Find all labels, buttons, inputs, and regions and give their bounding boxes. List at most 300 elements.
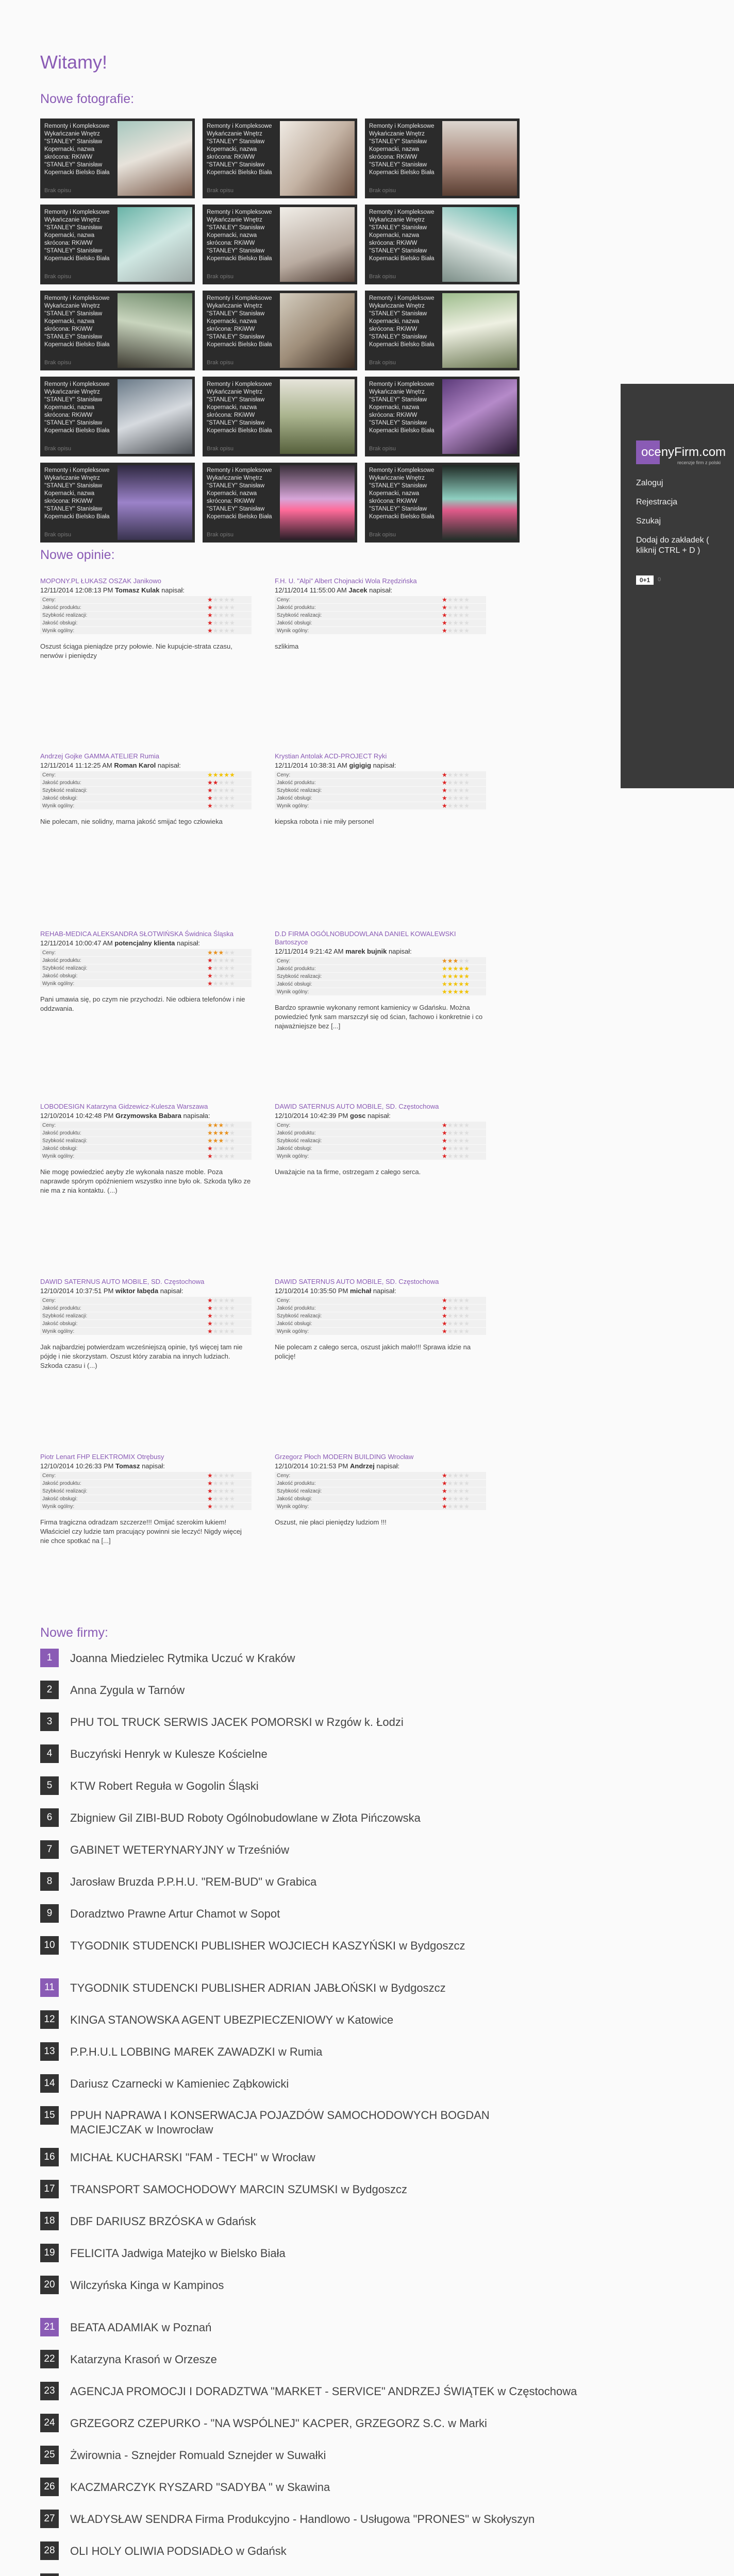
review-company-link[interactable]: DAWID SATERNUS AUTO MOBILE, SD. Częstochowa [40, 1278, 205, 1285]
rating-label: Jakość produktu: [40, 1480, 205, 1487]
photo-image[interactable] [118, 293, 192, 368]
rating-row [40, 1145, 252, 1153]
firm-list-item[interactable] [40, 1840, 525, 1859]
photo-tile[interactable] [203, 205, 357, 284]
firm-name-link[interactable]: Katarzyna Krasoń w Orzesze [70, 2353, 217, 2366]
photo-image[interactable] [280, 465, 355, 540]
firm-list-item[interactable] [40, 2541, 525, 2560]
firm-name-link[interactable]: DBF DARIUSZ BRZÓSKA w Gdańsk [70, 2215, 256, 2228]
rating-row [275, 980, 486, 988]
rating-stars [440, 1480, 486, 1487]
star-icon: ★ [458, 980, 464, 988]
rating-label: Jakość obsługi: [40, 1495, 205, 1503]
rating-label: Jakość produktu: [40, 1129, 205, 1137]
firm-name-link[interactable]: PHU TOL TRUCK SERWIS JACEK POMORSKI w Rzgów k. Łodzi [70, 1716, 404, 1728]
photo-tile[interactable] [365, 291, 520, 370]
star-icon: ★ [207, 964, 213, 972]
photo-tile[interactable] [203, 118, 357, 198]
review-wrote: napisał: [373, 761, 396, 769]
firm-name-link[interactable]: TYGODNIK STUDENCKI PUBLISHER WOJCIECH KASZYŃSKI w Bydgoszcz [70, 1939, 465, 1952]
firm-name-link[interactable]: FELICITA Jadwiga Matejko w Bielsko Biała [70, 2247, 286, 2260]
star-icon: ★ [458, 1297, 464, 1304]
rating-row [275, 612, 486, 619]
star-icon: ★ [447, 1320, 453, 1327]
star-icon: ★ [442, 973, 447, 980]
review-meta [275, 1462, 486, 1470]
rating-stars [440, 612, 486, 619]
star-icon: ★ [229, 1495, 235, 1502]
star-icon: ★ [458, 794, 464, 802]
star-icon: ★ [458, 604, 464, 611]
star-icon: ★ [224, 1472, 230, 1479]
review-wrote: napisał: [160, 1287, 184, 1295]
star-icon: ★ [218, 1129, 224, 1137]
firm-list-item[interactable] [40, 1776, 525, 1795]
star-icon: ★ [229, 627, 235, 634]
review-date: 12/11/2014 10:00:47 AM [40, 939, 113, 947]
review-company-link[interactable]: REHAB-MEDICA ALEKSANDRA SŁOTWIŃSKA Świdnica Śląska [40, 930, 233, 938]
star-icon: ★ [458, 596, 464, 603]
rating-row [40, 1312, 252, 1320]
firm-list-item[interactable] [40, 2042, 525, 2061]
rating-stars [440, 771, 486, 779]
firm-rank-badge: 25 [40, 2446, 59, 2464]
firm-name-link[interactable]: BEATA ADAMIAK w Poznań [70, 2321, 212, 2334]
rating-label: Jakość obsługi: [275, 980, 440, 988]
firm-name-link[interactable]: WŁADYSŁAW SENDRA Firma Produkcyjno - Handlowo - Usługowa "PRONES" w Skołyszyn [70, 2513, 535, 2526]
star-icon: ★ [453, 1320, 459, 1327]
rating-row [40, 604, 252, 612]
star-icon: ★ [224, 771, 230, 778]
star-icon: ★ [212, 596, 219, 603]
review-wrote: napisał: [373, 1287, 396, 1295]
star-icon: ★ [464, 802, 470, 809]
star-icon: ★ [207, 619, 213, 626]
firm-list-item[interactable] [40, 2010, 525, 2029]
firm-list-item[interactable] [40, 2212, 525, 2230]
rating-stars [440, 1145, 486, 1153]
firm-list-item[interactable] [40, 2573, 525, 2576]
rating-label: Szybkość realizacji: [275, 612, 440, 619]
firm-list-item[interactable] [40, 2318, 525, 2336]
rating-label: Szybkość realizacji: [40, 964, 205, 972]
rating-row [275, 596, 486, 604]
firm-name-link[interactable]: MICHAŁ KUCHARSKI "FAM - TECH" w Wrocław [70, 2151, 315, 2164]
firm-rank-badge: 7 [40, 1840, 59, 1859]
firm-list-item[interactable] [40, 1744, 525, 1763]
register-link[interactable]: Rejestracja [636, 498, 678, 506]
rating-table [275, 1472, 486, 1511]
firm-list-item[interactable] [40, 2382, 577, 2400]
star-icon: ★ [224, 980, 230, 987]
star-icon: ★ [207, 1297, 213, 1304]
star-icon: ★ [453, 1495, 459, 1502]
star-icon: ★ [229, 972, 235, 979]
rating-row [40, 1487, 252, 1495]
firm-list-item[interactable] [40, 2244, 525, 2262]
star-icon: ★ [224, 1320, 230, 1327]
review-meta [40, 586, 252, 594]
sidebar [621, 384, 734, 788]
rating-stars [440, 1304, 486, 1312]
firm-name-link[interactable]: Buczyński Henryk w Kulesze Kościelne [70, 1748, 268, 1760]
firm-list-item[interactable] [40, 2148, 525, 2166]
star-icon: ★ [464, 988, 470, 995]
star-icon: ★ [458, 1129, 464, 1137]
star-icon: ★ [453, 1153, 459, 1160]
star-icon: ★ [224, 794, 230, 802]
rating-label: Jakość obsługi: [275, 1495, 440, 1503]
star-icon: ★ [447, 787, 453, 794]
rating-stars [440, 1487, 486, 1495]
photo-image[interactable] [118, 465, 192, 540]
rating-label: Szybkość realizacji: [275, 973, 440, 980]
firm-list-item[interactable] [40, 2478, 525, 2496]
star-icon: ★ [207, 771, 213, 778]
firm-list-item[interactable] [40, 2276, 525, 2294]
star-icon: ★ [229, 612, 235, 619]
star-icon: ★ [447, 1503, 453, 1510]
review-date: 12/10/2014 10:35:50 PM [275, 1287, 348, 1295]
star-icon: ★ [212, 1122, 219, 1129]
firm-name-link[interactable]: Zbigniew Gil ZIBI-BUD Roboty Ogólnobudowlane w Złota Pińczowska [70, 1811, 421, 1824]
review-company-link[interactable]: DAWID SATERNUS AUTO MOBILE, SD. Częstochowa [275, 1103, 439, 1110]
star-icon: ★ [229, 619, 235, 626]
star-icon: ★ [447, 619, 453, 626]
star-icon: ★ [453, 980, 459, 988]
rating-row [40, 964, 252, 972]
firm-name-link[interactable]: Jarosław Bruzda P.P.H.U. "REM-BUD" w Grabica [70, 1875, 317, 1888]
photo-image[interactable] [280, 207, 355, 282]
firm-rank-badge [40, 2573, 59, 2576]
firm-name-link[interactable]: Żwirownia - Sznejder Romuald Sznejder w Suwałki [70, 2449, 326, 2462]
star-icon: ★ [464, 973, 470, 980]
bookmark-link[interactable]: Dodaj do zakładek ( kliknij CTRL + D ) [636, 536, 709, 555]
review-author: Roman Karol [114, 761, 156, 769]
review-author: gigigig [349, 761, 371, 769]
rating-row [275, 1153, 486, 1160]
firm-rank-badge: 22 [40, 2350, 59, 2368]
photo-caption: Brak opisu [207, 188, 233, 194]
firm-rank-badge: 6 [40, 1808, 59, 1827]
photo-tile[interactable] [203, 291, 357, 370]
photo-image[interactable] [280, 121, 355, 196]
rating-row [275, 965, 486, 973]
photo-description: Remonty i Kompleksowe Wykańczanie Wnętrz "STANLEY" Stanisław Kopernacki, nazwa skrócona: RKiWW "STANLEY" Stanisław Kopernacki Bielsko Biała [369, 467, 435, 520]
firm-list-item[interactable] [40, 1681, 525, 1699]
star-icon: ★ [453, 802, 459, 809]
star-icon: ★ [442, 1312, 447, 1319]
star-icon: ★ [218, 1320, 224, 1327]
firm-name-link[interactable]: Doradztwo Prawne Artur Chamot w Sopot [70, 1907, 280, 1920]
star-icon: ★ [224, 1480, 230, 1487]
star-icon: ★ [229, 1153, 235, 1160]
review-card [275, 752, 486, 826]
firm-list-item[interactable] [40, 2106, 525, 2142]
review-card [40, 577, 252, 660]
review-date: 12/11/2014 12:08:13 PM [40, 586, 113, 594]
star-icon: ★ [464, 1487, 470, 1495]
star-icon: ★ [458, 973, 464, 980]
review-company-link[interactable]: Andrzej Gojke GAMMA ATELIER Rumia [40, 752, 159, 760]
photo-image[interactable] [442, 379, 517, 454]
rating-stars [205, 1480, 252, 1487]
photo-image[interactable] [442, 207, 517, 282]
rating-row [40, 1495, 252, 1503]
star-icon: ★ [224, 787, 230, 794]
review-company-link[interactable]: Grzegorz Płoch MODERN BUILDING Wrocław [275, 1453, 414, 1461]
review-company-link[interactable]: F.H. U. "Alpi" Albert Chojnacki Wola Rzędzińska [275, 577, 417, 585]
rating-stars [205, 779, 252, 787]
rating-row [40, 612, 252, 619]
firm-list-item[interactable] [40, 2350, 525, 2368]
review-company-link[interactable]: Piotr Lenart FHP ELEKTROMIX Otrębusy [40, 1453, 164, 1461]
photo-image[interactable] [280, 293, 355, 368]
photo-image[interactable] [442, 293, 517, 368]
star-icon: ★ [458, 779, 464, 786]
photo-tile[interactable] [40, 463, 195, 543]
photo-tile[interactable] [203, 377, 357, 456]
review-text: szlikima [275, 642, 299, 650]
photo-caption: Brak opisu [44, 274, 71, 280]
rating-label: Wynik ogólny: [40, 1328, 205, 1335]
firm-name-link[interactable]: PPUH NAPRAWA I KONSERWACJA POJAZDÓW SAMOCHODOWYCH BOGDAN MACIEJCZAK w Inowrocław [70, 2109, 490, 2136]
firm-name-link[interactable]: P.P.H.U.L LOBBING MAREK ZAWADZKI w Rumia [70, 2045, 323, 2058]
star-icon: ★ [207, 1312, 213, 1319]
review-company-link[interactable]: DAWID SATERNUS AUTO MOBILE, SD. Częstochowa [275, 1278, 439, 1285]
firm-list-item[interactable] [40, 2414, 525, 2432]
star-icon: ★ [224, 1145, 230, 1152]
firm-name-link[interactable]: GRZEGORZ CZEPURKO - "NA WSPÓLNEJ" KACPER, GRZEGORZ S.C. w Marki [70, 2417, 487, 2430]
star-icon: ★ [442, 619, 447, 626]
star-icon: ★ [218, 1137, 224, 1144]
firm-rank-badge: 24 [40, 2414, 59, 2432]
rating-stars [440, 779, 486, 787]
rating-label: Jakość obsługi: [40, 1320, 205, 1328]
review-card [275, 1103, 486, 1177]
photo-caption: Brak opisu [369, 446, 396, 452]
firm-list-item[interactable] [40, 1936, 525, 1955]
star-icon: ★ [458, 802, 464, 809]
google-plus-button[interactable]: 0+1 [636, 575, 654, 585]
star-icon: ★ [447, 1495, 453, 1502]
star-icon: ★ [458, 1312, 464, 1319]
rating-label: Szybkość realizacji: [40, 1487, 205, 1495]
firm-rank-badge: 13 [40, 2042, 59, 2061]
rating-row [40, 802, 252, 810]
firm-name-link[interactable]: Dariusz Czarnecki w Kamieniec Ząbkowicki [70, 2077, 289, 2090]
rating-table [40, 949, 252, 988]
firm-list-item[interactable] [40, 1713, 525, 1731]
star-icon: ★ [207, 972, 213, 979]
star-icon: ★ [218, 1145, 224, 1152]
star-icon: ★ [447, 771, 453, 778]
star-icon: ★ [207, 980, 213, 987]
firm-name-link[interactable]: TYGODNIK STUDENCKI PUBLISHER ADRIAN JABŁOŃSKI w Bydgoszcz [70, 1981, 446, 1994]
star-icon: ★ [447, 779, 453, 786]
star-icon: ★ [212, 1297, 219, 1304]
star-icon: ★ [218, 980, 224, 987]
star-icon: ★ [212, 957, 219, 964]
star-icon: ★ [453, 1480, 459, 1487]
rating-label: Ceny: [40, 771, 205, 779]
star-icon: ★ [224, 949, 230, 956]
photo-image[interactable] [118, 121, 192, 196]
star-icon: ★ [207, 596, 213, 603]
firm-list-item[interactable] [40, 1808, 525, 1827]
rating-label: Ceny: [40, 949, 205, 957]
review-date: 12/10/2014 10:37:51 PM [40, 1287, 114, 1295]
rating-stars [440, 1312, 486, 1320]
firm-name-link[interactable]: KTW Robert Reguła w Gogolin Śląski [70, 1780, 259, 1792]
firms-heading: Nowe firmy: [40, 1625, 108, 1640]
rating-stars [440, 619, 486, 627]
rating-label: Jakość produktu: [40, 779, 205, 787]
firm-list-item[interactable] [40, 2446, 525, 2464]
photo-tile[interactable] [365, 118, 520, 198]
rating-label: Ceny: [275, 1472, 440, 1480]
firm-list-item[interactable] [40, 1904, 525, 1923]
rating-stars [205, 1145, 252, 1153]
photo-description: Remonty i Kompleksowe Wykańczanie Wnętrz "STANLEY" Stanisław Kopernacki, nazwa skrócona: RKiWW "STANLEY" Stanisław Kopernacki Bielsko Biała [207, 381, 272, 434]
star-icon: ★ [464, 1320, 470, 1327]
rating-stars [440, 1472, 486, 1480]
review-company-link[interactable]: D.D FIRMA OGÓLNOBUDOWLANA DANIEL KOWALEWSKI Bartoszyce [275, 930, 456, 946]
review-meta [40, 1462, 252, 1470]
rating-row [40, 1328, 252, 1335]
star-icon: ★ [458, 1480, 464, 1487]
firm-name-link[interactable]: KINGA STANOWSKA AGENT UBEZPIECZENIOWY w Katowice [70, 2013, 394, 2026]
rating-stars [440, 1297, 486, 1304]
firm-name-link[interactable]: OLI HOLY OLIWIA PODSIADŁO w Gdańsk [70, 2545, 287, 2557]
review-date: 12/10/2014 10:42:39 PM [275, 1112, 348, 1120]
firm-list-item[interactable] [40, 1978, 525, 1997]
review-company-link[interactable]: Krystian Antolak ACD-PROJECT Ryki [275, 752, 387, 760]
photo-image[interactable] [118, 207, 192, 282]
firm-name-link[interactable]: TRANSPORT SAMOCHODOWY MARCIN SZUMSKI w Bydgoszcz [70, 2183, 407, 2196]
review-card [40, 1103, 252, 1195]
firm-name-link[interactable]: Joanna Miedzielec Rytmika Uczuć w Kraków [70, 1652, 295, 1665]
star-icon: ★ [229, 1320, 235, 1327]
star-icon: ★ [442, 802, 447, 809]
star-icon: ★ [229, 1487, 235, 1495]
rating-row [40, 1320, 252, 1328]
star-icon: ★ [464, 596, 470, 603]
rating-stars [205, 802, 252, 810]
star-icon: ★ [458, 627, 464, 634]
rating-stars [205, 1304, 252, 1312]
photo-tile[interactable] [365, 463, 520, 543]
rating-row [275, 1122, 486, 1129]
review-company-link[interactable]: LOBODESIGN Katarzyna Gidzewicz-Kulesza Warszawa [40, 1103, 208, 1110]
star-icon: ★ [447, 1328, 453, 1335]
login-link[interactable]: Zaloguj [636, 479, 663, 487]
rating-row [40, 596, 252, 604]
photo-image[interactable] [442, 465, 517, 540]
photo-tile[interactable] [365, 377, 520, 456]
search-link[interactable]: Szukaj [636, 517, 661, 526]
star-icon: ★ [212, 980, 219, 987]
firm-name-link[interactable]: Wilczyńska Kinga w Kampinos [70, 2279, 224, 2292]
rating-row [275, 1495, 486, 1503]
review-company-link[interactable]: MOPONY.PL ŁUKASZ OSZAK Janikowo [40, 577, 161, 585]
firm-list-item[interactable] [40, 2074, 525, 2093]
rating-stars [440, 980, 486, 988]
firm-list-item[interactable] [40, 2180, 525, 2198]
rating-row [40, 619, 252, 627]
star-icon: ★ [453, 1304, 459, 1312]
star-icon: ★ [453, 627, 459, 634]
star-icon: ★ [212, 779, 219, 786]
logo[interactable] [636, 439, 726, 466]
star-icon: ★ [207, 1487, 213, 1495]
photo-description: Remonty i Kompleksowe Wykańczanie Wnętrz "STANLEY" Stanisław Kopernacki, nazwa skrócona: RKiWW "STANLEY" Stanisław Kopernacki Bielsko Biała [44, 467, 110, 520]
photo-caption: Brak opisu [44, 532, 71, 538]
star-icon: ★ [458, 1153, 464, 1160]
photo-caption: Brak opisu [369, 532, 396, 538]
rating-row [40, 1129, 252, 1137]
review-meta [40, 1112, 252, 1120]
star-icon: ★ [447, 965, 453, 972]
photo-description: Remonty i Kompleksowe Wykańczanie Wnętrz "STANLEY" Stanisław Kopernacki, nazwa skrócona: RKiWW "STANLEY" Stanisław Kopernacki Bielsko Biała [369, 381, 435, 434]
star-icon: ★ [442, 1328, 447, 1335]
star-icon: ★ [229, 1472, 235, 1479]
firm-list-item[interactable] [40, 1649, 525, 1667]
star-icon: ★ [212, 949, 219, 956]
review-wrote: napisał: [142, 1462, 165, 1470]
photo-tile[interactable] [40, 205, 195, 284]
photo-image[interactable] [118, 379, 192, 454]
review-wrote: napisał: [369, 586, 392, 594]
star-icon: ★ [224, 612, 230, 619]
review-date: 12/11/2014 11:12:25 AM [40, 761, 112, 769]
rating-row [40, 771, 252, 779]
page-title: Witamy! [40, 52, 107, 73]
star-icon: ★ [453, 771, 459, 778]
photo-tile[interactable] [40, 377, 195, 456]
photo-tile[interactable] [40, 291, 195, 370]
firm-name-link[interactable]: Anna Zygula w Tarnów [70, 1684, 185, 1697]
firm-rank-badge: 3 [40, 1713, 59, 1731]
firm-name-link[interactable]: GABINET WETERYNARYJNY w Trześniów [70, 1843, 290, 1856]
firm-list-item[interactable] [40, 1872, 525, 1891]
photo-description: Remonty i Kompleksowe Wykańczanie Wnętrz "STANLEY" Stanisław Kopernacki, nazwa skrócona: RKiWW "STANLEY" Stanisław Kopernacki Bielsko Biała [207, 467, 272, 520]
review-author: Tomasz Kulak [115, 586, 160, 594]
star-icon: ★ [212, 964, 219, 972]
rating-row [275, 1480, 486, 1487]
photo-tile[interactable] [365, 205, 520, 284]
firm-name-link[interactable]: AGENCJA PROMOCJI I DORADZTWA "MARKET - SERVICE" ANDRZEJ ŚWIĄTEK w Częstochowa [70, 2385, 577, 2398]
photo-caption: Brak opisu [207, 532, 233, 538]
rating-label: Wynik ogólny: [40, 980, 205, 988]
star-icon: ★ [442, 1145, 447, 1152]
firm-list-item[interactable] [40, 2510, 535, 2528]
star-icon: ★ [458, 1122, 464, 1129]
photo-image[interactable] [442, 121, 517, 196]
star-icon: ★ [224, 1487, 230, 1495]
photo-tile[interactable] [203, 463, 357, 543]
star-icon: ★ [464, 771, 470, 778]
star-icon: ★ [464, 1480, 470, 1487]
review-card [275, 1278, 486, 1361]
photo-image[interactable] [280, 379, 355, 454]
firm-name-link[interactable]: KACZMARCZYK RYSZARD "SADYBA " w Skawina [70, 2481, 330, 2494]
star-icon: ★ [458, 1304, 464, 1312]
photo-tile[interactable] [40, 118, 195, 198]
star-icon: ★ [453, 794, 459, 802]
star-icon: ★ [447, 794, 453, 802]
star-icon: ★ [224, 604, 230, 611]
